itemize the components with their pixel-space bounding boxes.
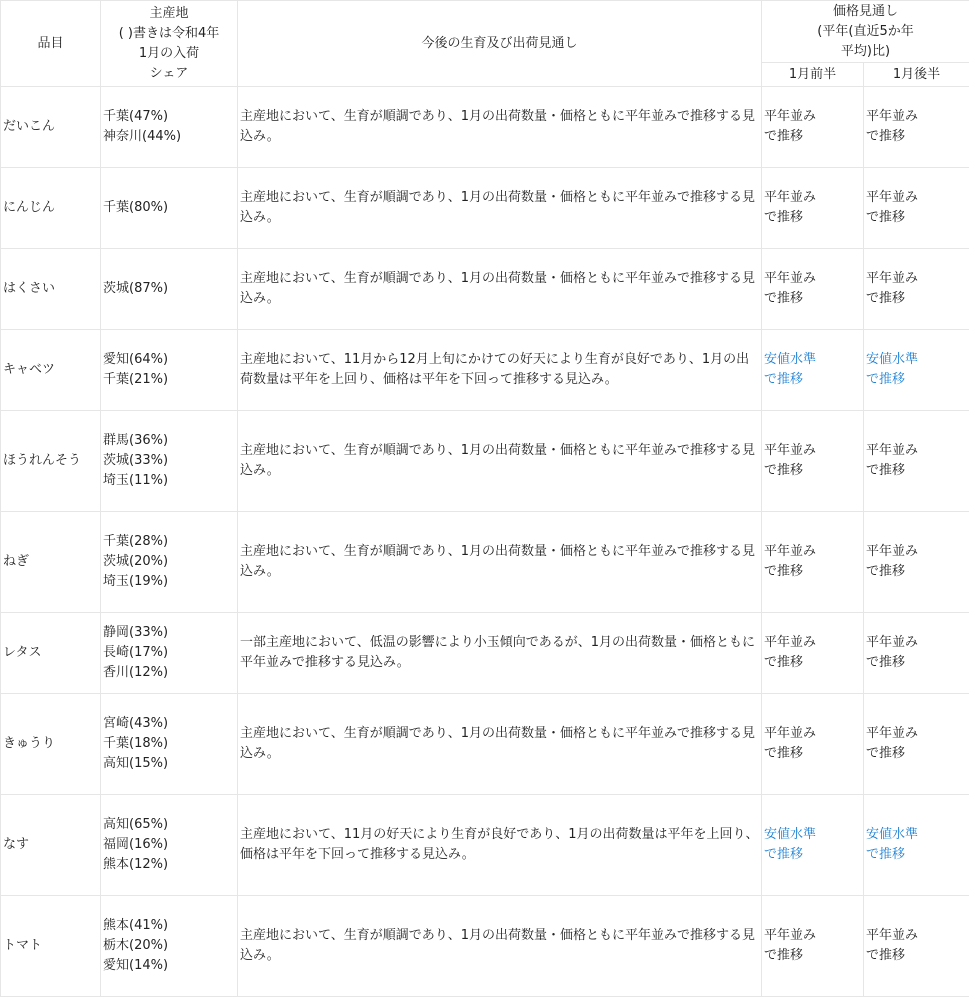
item-name: ねぎ [1,512,101,613]
price-early: 平年並み で推移 [762,512,864,613]
price-late: 平年並み で推移 [864,249,969,330]
price-early: 平年並み で推移 [762,411,864,512]
origin-share: 宮崎(43%) 千葉(18%) 高知(15%) [101,694,238,795]
outlook-text: 主産地において、生育が順調であり、1月の出荷数量・価格ともに平年並みで推移する見込み。 [238,512,762,613]
origin-share: 静岡(33%) 長崎(17%) 香川(12%) [101,613,238,694]
table-row [1,512,969,613]
table-row [1,795,969,896]
price-early: 安値水準 で推移 [762,795,864,896]
item-name: だいこん [1,87,101,168]
origin-share: 熊本(41%) 栃木(20%) 愛知(14%) [101,896,238,997]
price-early: 平年並み で推移 [762,249,864,330]
table-row [1,87,969,168]
price-late: 平年並み で推移 [864,87,969,168]
origin-share: 愛知(64%) 千葉(21%) [101,330,238,411]
outlook-text: 主産地において、生育が順調であり、1月の出荷数量・価格ともに平年並みで推移する見込み。 [238,249,762,330]
outlook-text: 主産地において、生育が順調であり、1月の出荷数量・価格ともに平年並みで推移する見込み。 [238,411,762,512]
outlook-text: 主産地において、生育が順調であり、1月の出荷数量・価格ともに平年並みで推移する見込み。 [238,87,762,168]
price-late: 安値水準 で推移 [864,330,969,411]
price-late: 平年並み で推移 [864,168,969,249]
header-late-january: 1月後半 [864,63,969,87]
outlook-text: 一部主産地において、低温の影響により小玉傾向であるが、1月の出荷数量・価格ともに平年並みで推移する見込み。 [238,613,762,694]
price-early: 平年並み で推移 [762,87,864,168]
price-early: 平年並み で推移 [762,613,864,694]
item-name: ほうれんそう [1,411,101,512]
price-early: 平年並み で推移 [762,896,864,997]
origin-share: 群馬(36%) 茨城(33%) 埼玉(11%) [101,411,238,512]
price-early: 平年並み で推移 [762,168,864,249]
header-outlook: 今後の生育及び出荷見通し [238,1,762,87]
price-early: 平年並み で推移 [762,694,864,795]
origin-share: 千葉(47%) 神奈川(44%) [101,87,238,168]
outlook-text: 主産地において、生育が順調であり、1月の出荷数量・価格ともに平年並みで推移する見込み。 [238,694,762,795]
header-item: 品目 [1,1,101,87]
table-row [1,694,969,795]
price-late: 平年並み で推移 [864,694,969,795]
item-name: にんじん [1,168,101,249]
price-early: 安値水準 で推移 [762,330,864,411]
header-origin: 主産地 ( )書きは令和4年 1月の入荷 シェア [101,1,238,87]
item-name: きゅうり [1,694,101,795]
table-row [1,249,969,330]
price-late: 平年並み で推移 [864,896,969,997]
header-early-january: 1月前半 [762,63,864,87]
table-row [1,613,969,694]
table-row [1,330,969,411]
item-name: はくさい [1,249,101,330]
item-name: トマト [1,896,101,997]
price-late: 平年並み で推移 [864,411,969,512]
outlook-text: 主産地において、11月の好天により生育が良好であり、1月の出荷数量は平年を上回り、価格は平年を下回って推移する見込み。 [238,795,762,896]
origin-share: 千葉(28%) 茨城(20%) 埼玉(19%) [101,512,238,613]
outlook-text: 主産地において、11月から12月上旬にかけての好天により生育が良好であり、1月の出荷数量は平年を上回り、価格は平年を下回って推移する見込み。 [238,330,762,411]
origin-share: 高知(65%) 福岡(16%) 熊本(12%) [101,795,238,896]
price-late: 平年並み で推移 [864,512,969,613]
item-name: レタス [1,613,101,694]
outlook-text: 主産地において、生育が順調であり、1月の出荷数量・価格ともに平年並みで推移する見込み。 [238,896,762,997]
price-late: 平年並み で推移 [864,613,969,694]
item-name: キャベツ [1,330,101,411]
origin-share: 千葉(80%) [101,168,238,249]
item-name: なす [1,795,101,896]
price-late: 安値水準 で推移 [864,795,969,896]
table-row [1,411,969,512]
origin-share: 茨城(87%) [101,249,238,330]
outlook-text: 主産地において、生育が順調であり、1月の出荷数量・価格ともに平年並みで推移する見込み。 [238,168,762,249]
header-price-outlook: 価格見通し (平年(直近5か年 平均)比) [762,1,969,63]
table-row [1,168,969,249]
table-row [1,896,969,997]
